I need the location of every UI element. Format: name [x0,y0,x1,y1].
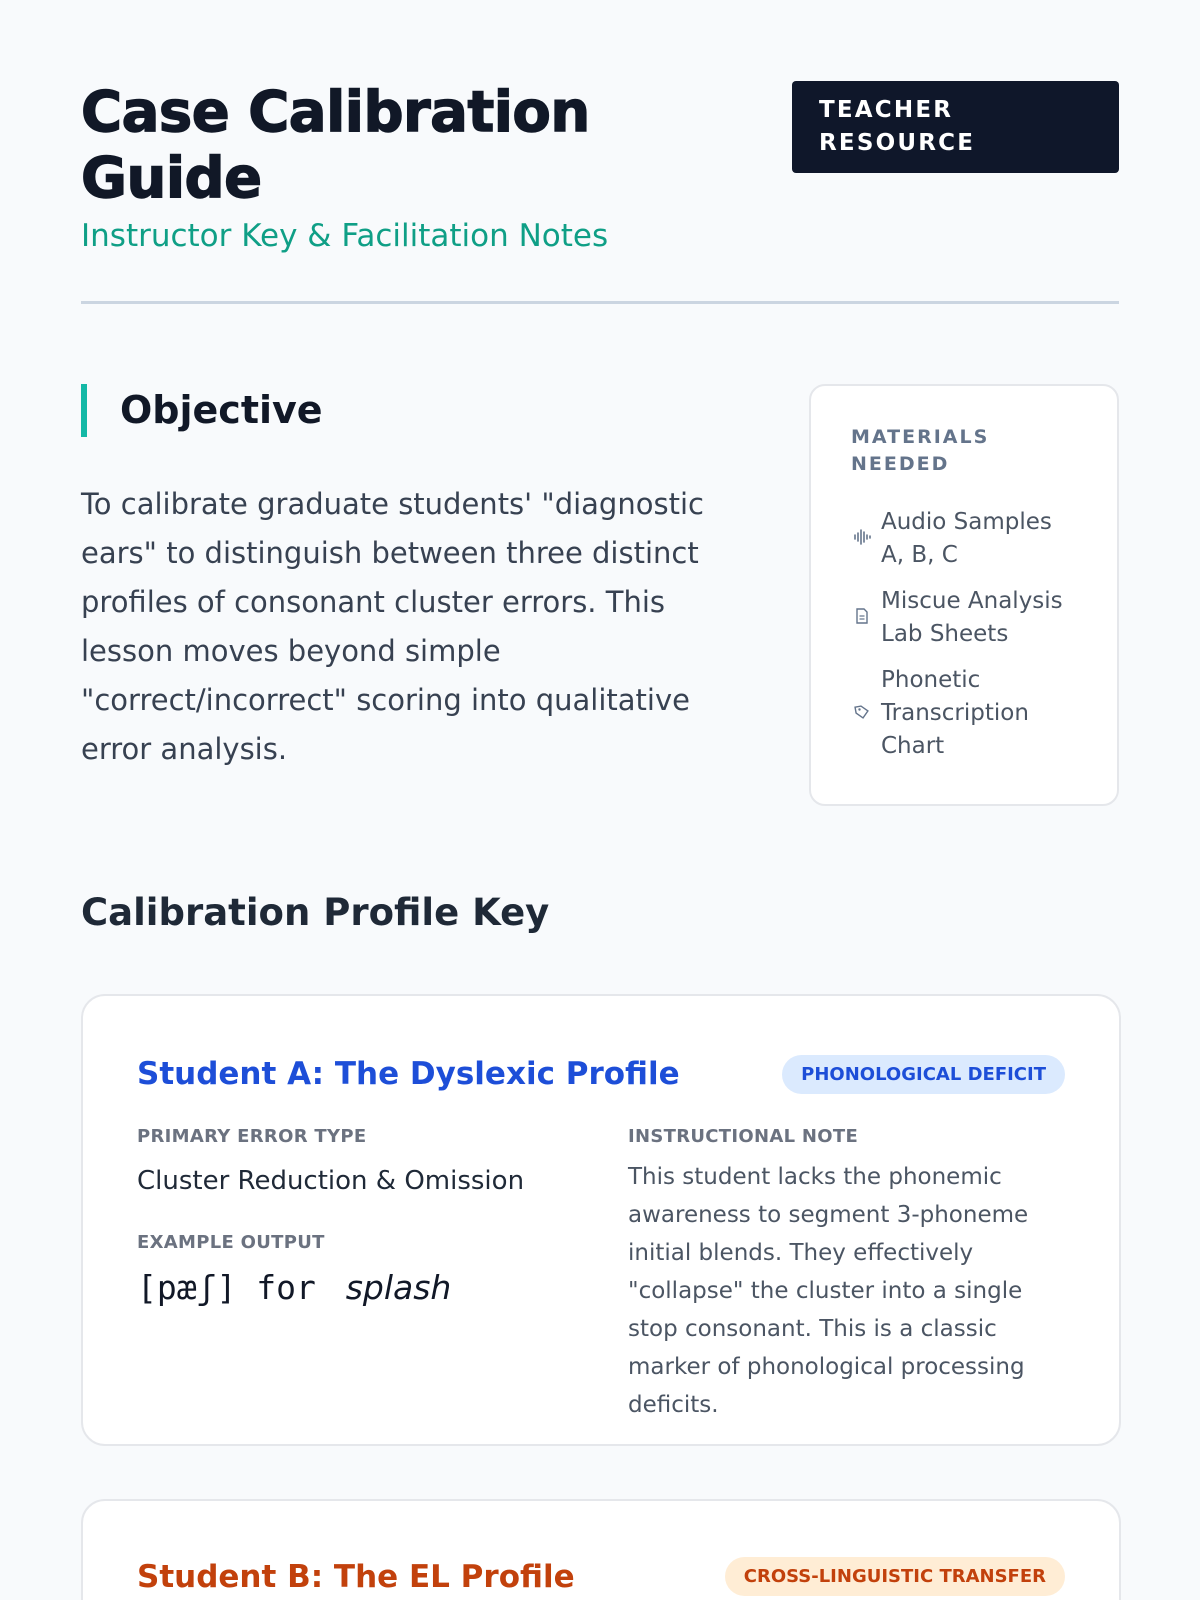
materials-item-chart [851,664,1077,763]
profile-tag: CROSS-LINGUISTIC TRANSFER [725,1557,1065,1596]
materials-list [851,506,1077,763]
objective-section [81,304,1119,844]
materials-title: MATERIALS NEEDED [851,426,990,475]
materials-item-label: Phonetic Transcription Chart [881,667,1029,759]
profile-title: Student A: The Dyslexic Profile [137,1056,680,1092]
materials-item-label: Miscue Analysis Lab Sheets [881,588,1063,647]
profile-tag: PHONOLOGICAL DEFICIT [782,1055,1065,1094]
materials-item-label: Audio Samples A, B, C [881,509,1052,568]
profile-card-student-a [81,994,1121,1446]
objective-text: To calibrate graduate students' "diagnostic ears" to distinguish between three distinct profiles of consonant cluster errors. This lesson moves beyond simple "correct/incorrect" scoring into qualitative error analysis. [81,487,704,766]
example-ipa: [pæʃ] [137,1268,237,1307]
tag-icon [851,704,873,724]
example-output-label: EXAMPLE OUTPUT [137,1232,325,1253]
example-word: splash [345,1268,452,1307]
materials-item-lab-sheets [851,585,1077,651]
profile-title: Student B: The EL Profile [137,1559,575,1595]
audio-waveform-icon [851,529,873,549]
calibration-key-heading: Calibration Profile Key [81,891,550,934]
teacher-resource-badge: TEACHER RESOURCE [792,81,1119,173]
example-for: for [256,1268,316,1307]
primary-error-label: PRIMARY ERROR TYPE [137,1126,367,1147]
objective-heading: Objective [81,384,323,437]
page-header [81,0,1119,304]
instructional-note-label: INSTRUCTIONAL NOTE [628,1126,859,1147]
materials-card [809,384,1119,806]
document-icon [851,608,873,628]
materials-item-audio [851,506,1077,572]
example-output [137,1268,451,1307]
page-subtitle: Instructor Key & Facilitation Notes [81,218,609,254]
profile-card-student-b [81,1499,1121,1600]
primary-error-value: Cluster Reduction & Omission [137,1166,525,1196]
page-title: Case Calibration Guide [81,80,590,211]
instructional-note-text: This student lacks the phonemic awareness to segment 3-phoneme initial blends. They effectively "collapse" the cluster into a single stop consonant. This is a classic marker of phonological processing deficits. [628,1164,1029,1418]
